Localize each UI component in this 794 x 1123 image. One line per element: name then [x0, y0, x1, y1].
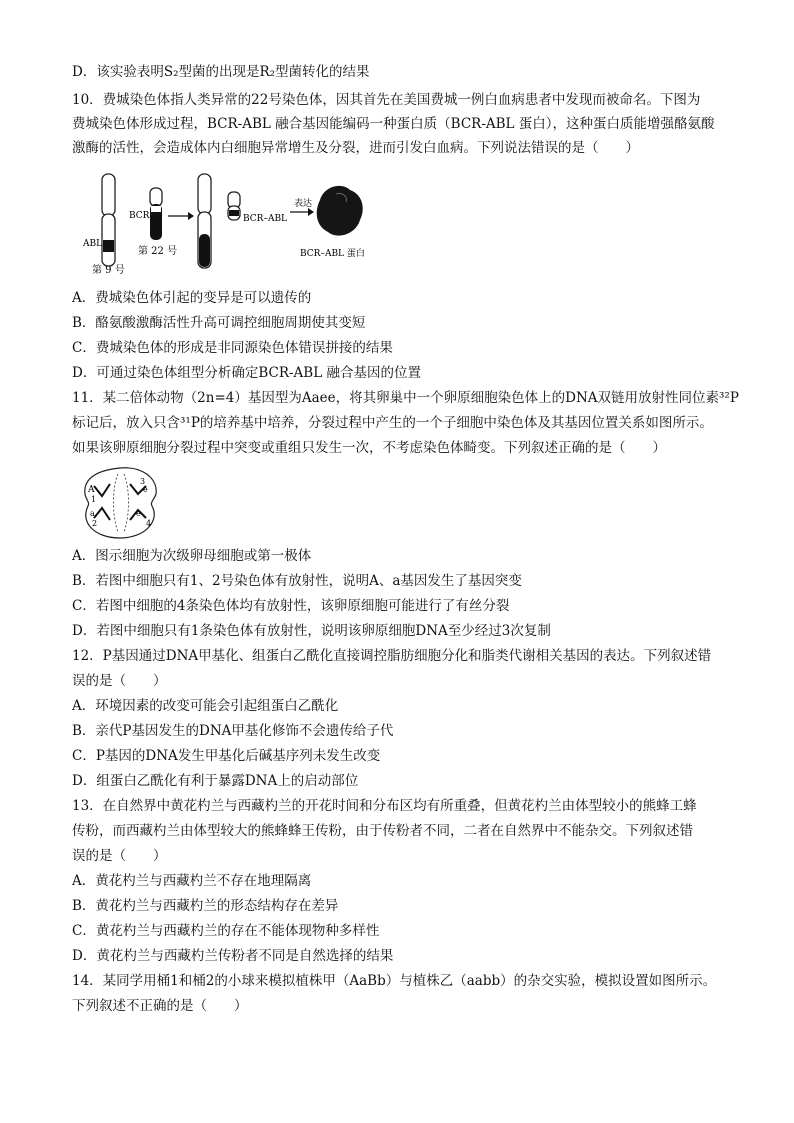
express-label: 表达 [294, 199, 313, 209]
q10-stem-line-2: 费城染色体形成过程，BCR-ABL 融合基因能编码一种蛋白质（BCR-ABL 蛋白），这种蛋白质能增强酪氨酸 [72, 116, 715, 132]
gene-e-label: e [143, 485, 148, 494]
q13-option-b: B．黄花杓兰与西藏杓兰的形态结构存在差异 [72, 898, 339, 914]
chromosome-22-label: 第 22 号 [138, 246, 178, 257]
q12-stem-line-1: 12．P基因通过DNA甲基化、组蛋白乙酰化直接调控脂肪细胞分化和脂类代谢相关基因的表达。下列叙述错 [72, 648, 712, 664]
q10-option-b: B．酪氨酸激酶活性升高可调控细胞周期使其变短 [72, 315, 366, 331]
chromosome-4-label: 4 [146, 519, 152, 528]
express-arrow-head-icon [308, 208, 314, 216]
bcr-abl-label: BCR–ABL [243, 214, 288, 224]
chromosome-1-label: 1 [91, 495, 97, 504]
q13-option-a: A．黄花杓兰与西藏杓兰不存在地理隔离 [72, 873, 312, 889]
q12-option-a: A．环境因素的改变可能会引起组蛋白乙酰化 [72, 698, 339, 714]
q14-stem-line-1: 14．某同学用桶1和桶2的小球来模拟植株甲（AaBb）与植株乙（aabb）的杂交实验，模拟设置如图所示。 [72, 973, 717, 989]
q12-option-d: D．组蛋白乙酰化有利于暴露DNA上的启动部位 [72, 773, 359, 789]
q11-stem-line-1: 11．某二倍体动物（2n=4）基因型为Aaee，将其卵巢中一个卵原细胞染色体上的DNA双链用放射性同位素³²P [72, 390, 739, 406]
q13-option-d: D．黄花杓兰与西藏杓兰传粉者不同是自然选择的结果 [72, 948, 394, 964]
q10-option-a: A．费城染色体引起的变异是可以遗传的 [72, 290, 312, 306]
q11-option-d: D．若图中细胞只有1条染色体有放射性，说明该卵原细胞DNA至少经过3次复制 [72, 623, 551, 639]
q10-option-d: D．可通过染色体组型分析确定BCR-ABL 融合基因的位置 [72, 365, 421, 381]
q10-stem-line-3: 激酶的活性，会造成体内白细胞异常增生及分裂，进而引发白血病。下列说法错误的是（ ） [72, 140, 639, 156]
bcr-label: BCR [129, 211, 150, 221]
q13-stem-line-1: 13．在自然界中黄花杓兰与西藏杓兰的开花时间和分布区均有所重叠，但黄花杓兰由体型较小的熊蜂工蜂 [72, 798, 697, 814]
q11-stem-line-2: 标记后，放入只含³¹P的培养基中培养，分裂过程中产生的一个子细胞中染色体及其基因位置关系如图所示。 [72, 415, 713, 431]
chromosome-2-label: 2 [92, 519, 98, 528]
q11-option-a: A．图示细胞为次级卵母细胞或第一极体 [72, 548, 312, 564]
q12-stem-line-2: 误的是（ ） [72, 673, 167, 689]
philadelphia-chromosome-icon [228, 192, 240, 220]
q11-option-c: C．若图中细胞的4条染色体均有放射性，该卵原细胞可能进行了有丝分裂 [72, 598, 510, 614]
q12-option-c: C．P基因的DNA发生甲基化后碱基序列未发生改变 [72, 748, 381, 764]
gene-a-small-label: a [90, 509, 95, 518]
chromosome-9-label: 第 9 号 [92, 265, 125, 276]
q12-option-b: B．亲代P基因发生的DNA甲基化修饰不会遗传给子代 [72, 723, 394, 739]
chromosome-22-icon [150, 188, 162, 240]
q9-option-d: D．该实验表明S₂型菌的出现是R₂型菌转化的结果 [72, 64, 370, 80]
q14-stem-line-2: 下列叙述不正确的是（ ） [72, 998, 248, 1014]
chromosome-9-icon [102, 174, 115, 266]
dividing-cell-figure [80, 464, 162, 542]
q11-stem-line-3: 如果该卵原细胞分裂过程中突变或重组只发生一次，不考虑染色体畸变。下列叙述正确的是（ ） [72, 440, 666, 456]
q10-option-c: C．费城染色体的形成是非同源染色体错误拼接的结果 [72, 340, 393, 356]
translocated-chromosome-icon [198, 174, 211, 268]
q11-option-b: B．若图中细胞只有1、2号染色体有放射性，说明A、a基因发生了基因突变 [72, 573, 522, 589]
q13-option-c: C．黄花杓兰与西藏杓兰的存在不能体现物种多样性 [72, 923, 380, 939]
gene-a-label: A [88, 485, 95, 495]
chromosome-3-label: 3 [140, 477, 146, 486]
arrow-head-icon [188, 212, 194, 220]
q13-stem-line-2: 传粉，而西藏杓兰由体型较大的熊蜂蜂王传粉，由于传粉者不同，二者在自然界中不能杂交。下列叙述错 [72, 823, 693, 839]
gene-e-label-2: e [136, 509, 141, 518]
philadelphia-chromosome-figure [80, 168, 370, 276]
abl-label: ABL [83, 239, 103, 249]
q13-stem-line-3: 误的是（ ） [72, 848, 167, 864]
q10-stem-line-1: 10．费城染色体指人类异常的22号染色体，因其首先在美国费城一例白血病患者中发现而被命名。下图为 [72, 92, 701, 108]
protein-label: BCR–ABL 蛋白 [300, 249, 365, 259]
